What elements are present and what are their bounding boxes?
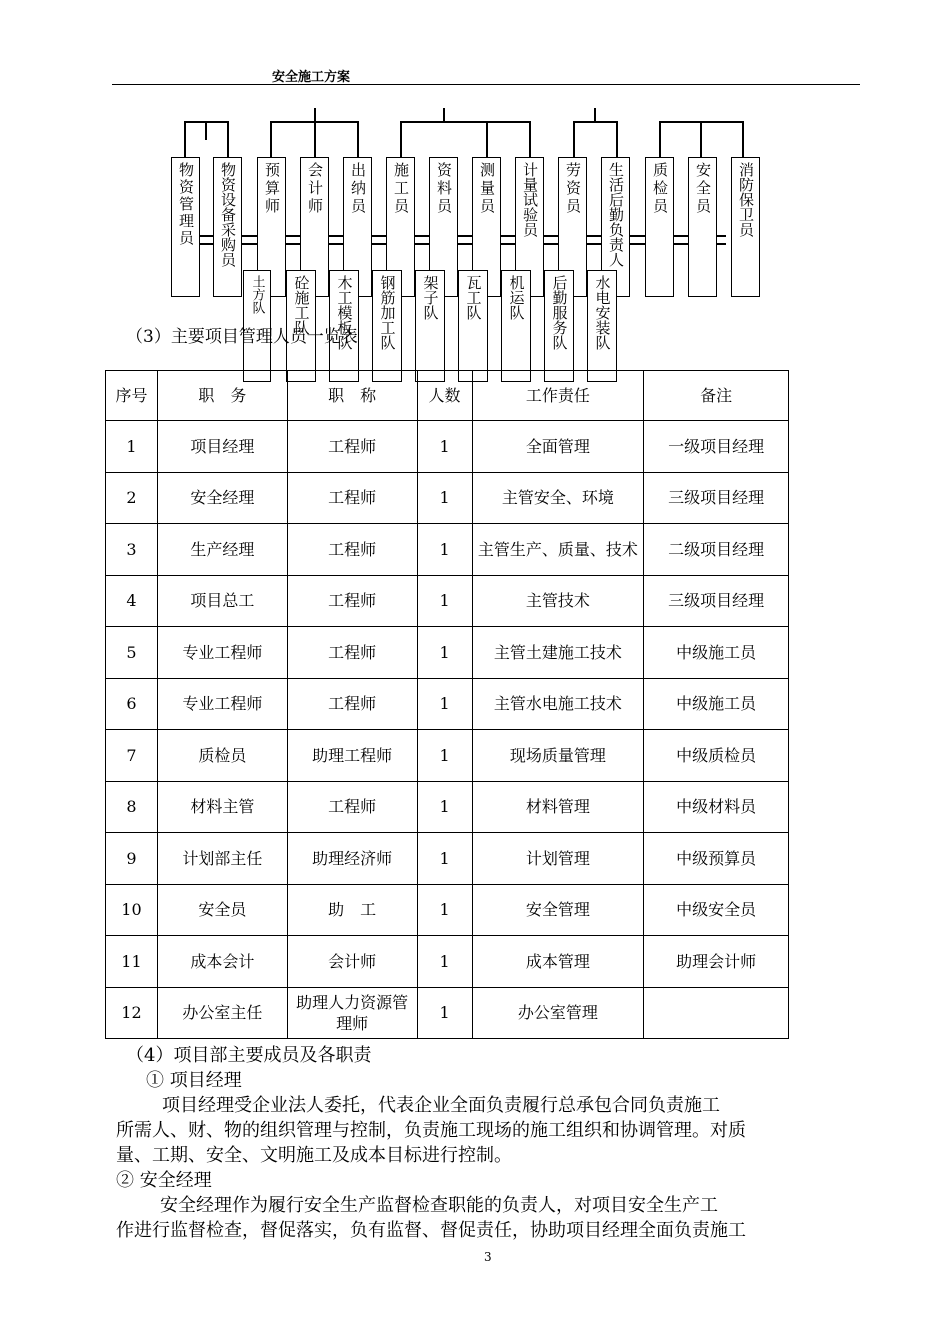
org-box-label: 质检员 — [651, 162, 669, 216]
cell-count: 1 — [417, 472, 472, 524]
staff-table — [105, 370, 789, 1039]
table-row — [106, 472, 789, 524]
cell-count: 1 — [417, 884, 472, 936]
cell-responsibility: 主管技术 — [472, 575, 644, 627]
table-row — [106, 781, 789, 833]
cell-responsibility: 办公室管理 — [472, 987, 644, 1039]
cell-position: 专业工程师 — [157, 627, 287, 679]
cell-remarks: 二级项目经理 — [644, 524, 789, 576]
cell-index: 12 — [106, 987, 158, 1039]
connector-line — [659, 121, 661, 160]
org-box-logistics-team — [544, 270, 574, 382]
cell-position: 安全经理 — [157, 472, 287, 524]
col-header-count: 人数 — [417, 371, 472, 421]
table-row — [106, 936, 789, 988]
cell-title: 工程师 — [287, 678, 417, 730]
table-row — [106, 884, 789, 936]
table-header-row — [106, 371, 789, 421]
cell-position: 安全员 — [157, 884, 287, 936]
org-box-label: 安全员 — [694, 162, 712, 216]
connector-line — [573, 121, 575, 160]
org-box-label: 施工员 — [392, 162, 410, 216]
org-box-label: 钢筋加工队 — [378, 275, 397, 350]
connector-line — [357, 121, 359, 160]
cell-count: 1 — [417, 730, 472, 782]
table-row — [106, 833, 789, 885]
connector-line — [205, 121, 207, 140]
connector-line — [443, 108, 445, 122]
org-box-label: 机运队 — [507, 275, 526, 320]
cell-position: 材料主管 — [157, 781, 287, 833]
cell-title: 助理人力资源管理师 — [287, 987, 417, 1039]
table-row — [106, 987, 789, 1039]
org-box-label: 瓦工队 — [464, 275, 483, 320]
cell-position: 项目经理 — [157, 421, 287, 473]
cell-remarks: 中级安全员 — [644, 884, 789, 936]
cell-count: 1 — [417, 987, 472, 1039]
cell-responsibility: 现场质量管理 — [472, 730, 644, 782]
table-row — [106, 627, 789, 679]
org-box-safety-officer — [688, 157, 717, 297]
cell-count: 1 — [417, 421, 472, 473]
connector-line — [314, 108, 316, 160]
cell-title: 工程师 — [287, 421, 417, 473]
section-3-heading: （3）主要项目管理人员一览表 — [126, 327, 358, 347]
item-2-line: 作进行监督检查，督促落实，负有监督、督促责任，协助项目经理全面负责施工 — [116, 1220, 746, 1241]
cell-responsibility: 计划管理 — [472, 833, 644, 885]
cell-title: 工程师 — [287, 524, 417, 576]
cell-index: 5 — [106, 627, 158, 679]
connector-line — [400, 121, 402, 160]
cell-count: 1 — [417, 524, 472, 576]
cell-position: 办公室主任 — [157, 987, 287, 1039]
cell-title: 助 工 — [287, 884, 417, 936]
cell-index: 7 — [106, 730, 158, 782]
org-box-label: 土方队 — [249, 275, 265, 314]
org-box-scaffold-team — [415, 270, 445, 382]
cell-count: 1 — [417, 627, 472, 679]
cell-index: 10 — [106, 884, 158, 936]
item-1-line: 量、工期、安全、文明施工及成本目标进行控制。 — [116, 1145, 512, 1166]
cell-index: 1 — [106, 421, 158, 473]
org-box-label: 计量试验员 — [521, 162, 539, 237]
col-header-position: 职 务 — [157, 371, 287, 421]
org-box-mep-team — [587, 270, 617, 382]
cell-count: 1 — [417, 936, 472, 988]
connector-line — [616, 121, 618, 160]
org-box-machinery-team — [501, 270, 531, 382]
cell-position: 专业工程师 — [157, 678, 287, 730]
col-header-responsibility: 工作责任 — [472, 371, 644, 421]
cell-remarks: 中级材料员 — [644, 781, 789, 833]
col-header-title: 职 称 — [287, 371, 417, 421]
table-row — [106, 575, 789, 627]
connector-line — [594, 108, 596, 122]
cell-remarks: 中级施工员 — [644, 627, 789, 679]
org-box-procurement — [213, 157, 242, 297]
org-box-label: 生活后勤负责人 — [607, 162, 625, 267]
org-box-fire-security — [731, 157, 760, 297]
connector-line — [486, 121, 488, 160]
org-box-label: 砼施工队 — [292, 275, 311, 335]
org-box-label: 资料员 — [435, 162, 453, 216]
cell-index: 9 — [106, 833, 158, 885]
cell-index: 4 — [106, 575, 158, 627]
connector-line — [529, 121, 531, 160]
cell-title: 工程师 — [287, 781, 417, 833]
org-box-label: 物资设备采购员 — [219, 162, 237, 267]
org-box-label: 水电安装队 — [593, 275, 612, 350]
cell-responsibility: 主管安全、环境 — [472, 472, 644, 524]
cell-count: 1 — [417, 678, 472, 730]
item-2-line: 安全经理作为履行安全生产监督检查职能的负责人，对项目安全生产工 — [160, 1195, 718, 1216]
cell-remarks — [644, 987, 789, 1039]
org-box-quality-inspector — [645, 157, 674, 297]
page-number: 3 — [484, 1250, 492, 1264]
connector-line — [742, 121, 744, 160]
connector-line — [700, 121, 702, 160]
page-header-title: 安全施工方案 — [272, 70, 351, 85]
cell-title: 助理经济师 — [287, 833, 417, 885]
cell-responsibility: 材料管理 — [472, 781, 644, 833]
cell-remarks: 中级质检员 — [644, 730, 789, 782]
item-1-line: 所需人、财、物的组织管理与控制，负责施工现场的施工组织和协调管理。对质 — [116, 1120, 746, 1141]
cell-position: 生产经理 — [157, 524, 287, 576]
cell-index: 8 — [106, 781, 158, 833]
cell-remarks: 一级项目经理 — [644, 421, 789, 473]
cell-index: 2 — [106, 472, 158, 524]
header-rule — [112, 84, 860, 85]
cell-title: 工程师 — [287, 575, 417, 627]
connector-line — [270, 121, 272, 160]
cell-remarks: 助理会计师 — [644, 936, 789, 988]
cell-title: 工程师 — [287, 472, 417, 524]
org-box-label: 架子队 — [421, 275, 440, 320]
cell-position: 成本会计 — [157, 936, 287, 988]
org-box-label: 消防保卫员 — [737, 162, 755, 237]
cell-remarks: 中级预算员 — [644, 833, 789, 885]
cell-responsibility: 主管土建施工技术 — [472, 627, 644, 679]
item-1-title: ① 项目经理 — [146, 1070, 242, 1091]
cell-count: 1 — [417, 575, 472, 627]
cell-index: 3 — [106, 524, 158, 576]
org-box-material-manager — [171, 157, 200, 297]
org-box-label: 预算师 — [263, 162, 281, 216]
cell-remarks: 三级项目经理 — [644, 575, 789, 627]
cell-responsibility: 安全管理 — [472, 884, 644, 936]
cell-title: 助理工程师 — [287, 730, 417, 782]
org-box-label: 测量员 — [478, 162, 496, 216]
cell-title: 会计师 — [287, 936, 417, 988]
cell-responsibility: 主管水电施工技术 — [472, 678, 644, 730]
connector-line — [227, 121, 229, 160]
connector-line — [184, 121, 186, 160]
section-4-heading: （4）项目部主要成员及各职责 — [126, 1045, 372, 1066]
cell-position: 项目总工 — [157, 575, 287, 627]
col-header-remarks: 备注 — [644, 371, 789, 421]
cell-remarks: 中级施工员 — [644, 678, 789, 730]
cell-responsibility: 成本管理 — [472, 936, 644, 988]
cell-position: 计划部主任 — [157, 833, 287, 885]
org-box-label: 木工模板队 — [335, 275, 354, 350]
org-box-label: 后勤服务队 — [550, 275, 569, 350]
col-header-index: 序号 — [106, 371, 158, 421]
org-box-label: 会计师 — [306, 162, 324, 216]
org-box-rebar-team — [372, 270, 402, 382]
org-box-masonry-team — [458, 270, 488, 382]
table-row — [106, 421, 789, 473]
cell-responsibility: 全面管理 — [472, 421, 644, 473]
cell-index: 11 — [106, 936, 158, 988]
cell-count: 1 — [417, 781, 472, 833]
cell-position: 质检员 — [157, 730, 287, 782]
cell-remarks: 三级项目经理 — [644, 472, 789, 524]
cell-title: 工程师 — [287, 627, 417, 679]
table-row — [106, 730, 789, 782]
cell-count: 1 — [417, 833, 472, 885]
cell-responsibility: 主管生产、质量、技术 — [472, 524, 644, 576]
table-row — [106, 678, 789, 730]
org-box-label: 出纳员 — [349, 162, 367, 216]
item-1-line: 项目经理受企业法人委托，代表企业全面负责履行总承包合同负责施工 — [162, 1095, 720, 1116]
org-box-label: 物资管理员 — [177, 162, 195, 247]
connector-line — [400, 121, 530, 123]
cell-index: 6 — [106, 678, 158, 730]
item-2-title: ② 安全经理 — [116, 1170, 212, 1191]
org-box-label: 劳资员 — [564, 162, 582, 216]
table-row — [106, 524, 789, 576]
